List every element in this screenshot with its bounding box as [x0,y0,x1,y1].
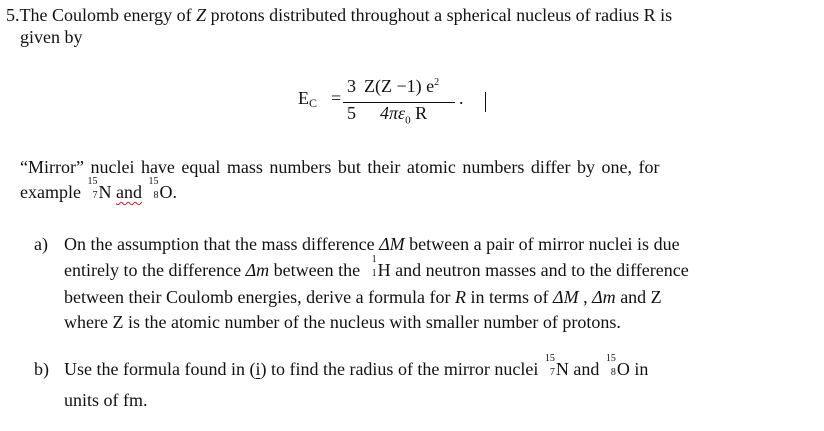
part-b-line-1: Use the formula found in (i) to find the radius of the mirror nuclei 15 7 N and 15 8 O in [64,353,649,379]
part-a-line-1: On the assumption that the mass difference ΔM between a pair of mirror nuclei is due [64,234,680,254]
nuclide-n15: 15 7 N [87,176,112,202]
part-a-line-2: entirely to the difference Δm between the 1 1 H and neutron masses and to the difference [64,254,689,280]
equation-period: . [459,88,464,108]
fraction-denominator: $4\pi\varepsilon_0$ R [380,103,428,127]
part-b-line-2: units of fm. [64,390,148,410]
coef-denominator: 5 [347,103,356,123]
nuclide-n15-b: 15 7 N [544,353,569,379]
nuclide-o15-b: 15 8 O [605,353,630,379]
part-a-line-4: where Z is the atomic number of the nucleus with smaller number of protons. [64,312,621,332]
coef-numerator: 3 [347,76,356,96]
problem-number: 5. [6,5,20,25]
variable-z: Z [196,5,207,25]
mirror-line-1: “Mirror” nuclei have equal mass numbers but their atomic numbers differ by one, for [20,157,660,177]
part-a-line-3: between their Coulomb energies, derive a formula for R in terms of ΔM , Δm and Z [64,287,662,307]
equals-sign: = [331,88,342,108]
intro-line-1: 5.The Coulomb energy of Z protons distributed throughout a spherical nucleus of radius R is [6,5,673,25]
part-a-label: a) [34,234,48,254]
fraction-numerator: Z(Z −1) $e^2$ [364,76,440,96]
mirror-line-2: example 15 7 N and 15 8 O. [20,176,177,202]
text-cursor [485,92,486,112]
and-word: and [115,182,142,202]
nuclide-h1: 1 1 H [371,254,391,280]
nuclide-o15: 15 8 O [148,176,173,202]
part-b-label: b) [34,359,49,379]
intro-line-2: given by [20,27,83,47]
equation-lhs: EC [298,88,318,110]
